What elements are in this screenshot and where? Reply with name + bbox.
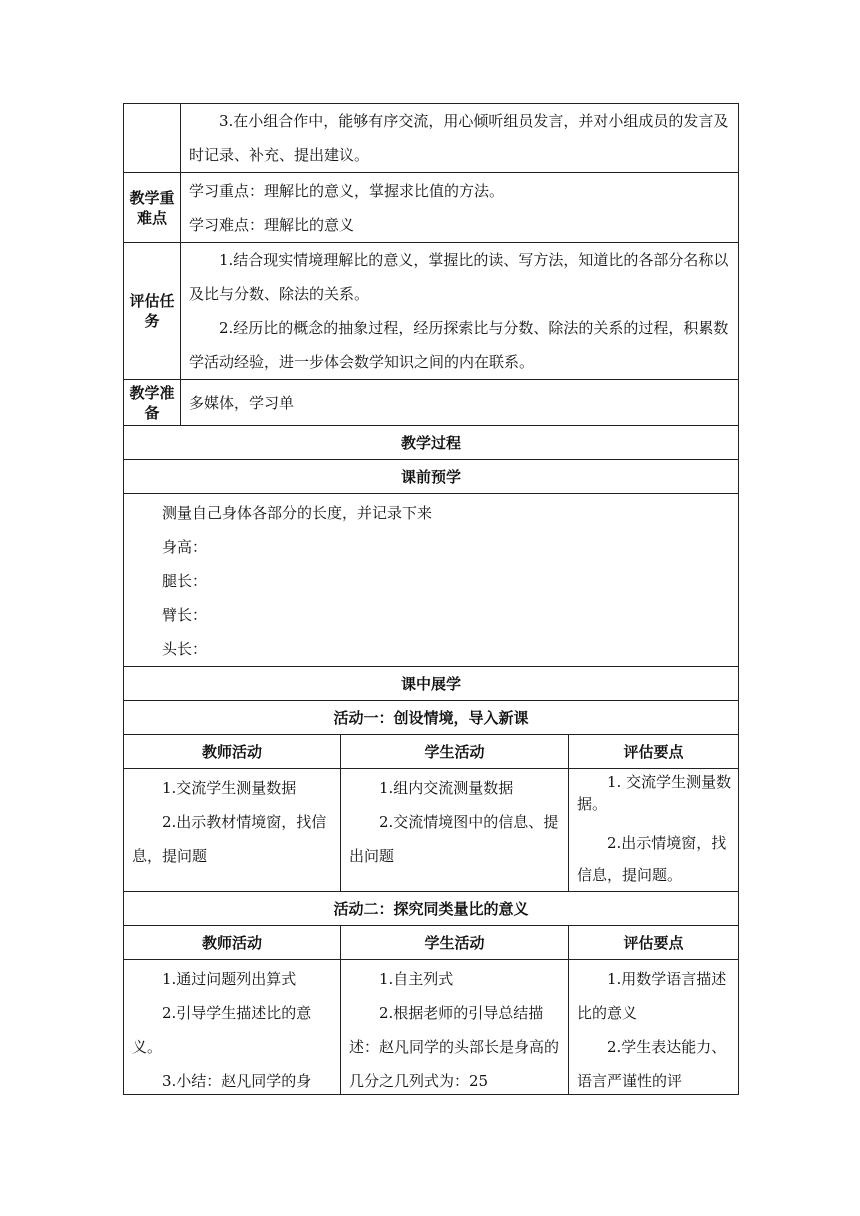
assessment-item-2: 2.经历比的概念的抽象过程，经历探索比与分数、除法的关系的过程，积累数学活动经验，进一步体会数学知识之间的内在联系。: [189, 319, 729, 371]
preview-height: 身高：: [162, 538, 208, 556]
key-points-row: [124, 173, 739, 243]
objective-row: [124, 104, 739, 173]
key-point-difficulty: 学习难点：理解比的意义: [189, 215, 355, 234]
preview-leg: 腿长：: [162, 572, 208, 590]
objective-label-cell: [124, 104, 181, 173]
preview-content: [124, 494, 739, 667]
teacher-activity-header: 教师活动: [124, 735, 341, 769]
activity1-title-row: [124, 701, 739, 735]
activity1-eval-cell: [569, 769, 739, 892]
lesson-plan-table: [123, 103, 739, 1095]
preview-row: [124, 494, 739, 667]
activity1-row: [124, 769, 739, 892]
preparation-label: 教学准备: [124, 380, 181, 426]
activity2-teacher-cell: [124, 960, 341, 1095]
in-class-title-row: [124, 667, 739, 701]
preparation-row: [124, 380, 739, 426]
preview-title: 课前预学: [124, 460, 739, 494]
activity2-student-cell: [341, 960, 569, 1095]
key-point-focus: 学习重点：理解比的意义，掌握求比值的方法。: [189, 181, 505, 200]
activity2-header-row: [124, 926, 739, 960]
objective-content: [181, 104, 739, 173]
eval-points-header: 评估要点: [569, 735, 739, 769]
process-title-row: [124, 426, 739, 460]
assessment-item-1: 1.结合现实情境理解比的意义，掌握比的读、写方法，知道比的各部分名称以及比与分数、除法的关系。: [189, 251, 729, 303]
activity1-student-item-2: 2.交流情境图中的信息、提出问题: [349, 813, 559, 865]
activity1-eval-item-2: 2.出示情境窗，找信息，提问题。: [577, 834, 727, 884]
activity1-student-item-1: 1.组内交流测量数据: [379, 779, 514, 797]
assessment-content: [181, 243, 739, 380]
activity1-teacher-cell: [124, 769, 341, 892]
activity2-student-item-2: 2.根据老师的引导总结描述：赵凡同学的头部长是身高的几分之几列式为：25: [349, 1004, 560, 1090]
preview-title-row: [124, 460, 739, 494]
activity1-teacher-item-1: 1.交流学生测量数据: [162, 779, 297, 797]
teacher-activity-header-2: 教师活动: [124, 926, 341, 960]
activity2-eval-item-2: 2.学生表达能力、语言严谨性的评: [577, 1038, 727, 1090]
activity1-title: 活动一：创设情境，导入新课: [124, 701, 739, 735]
activity2-title: 活动二：探究同类量比的意义: [124, 892, 739, 926]
activity2-student-item-1: 1.自主列式: [379, 970, 454, 988]
key-points-label: 教学重难点: [124, 173, 181, 243]
student-activity-header: 学生活动: [341, 735, 569, 769]
activity2-row: [124, 960, 739, 1095]
preparation-content: 多媒体，学习单: [181, 380, 739, 426]
activity2-teacher-item-3: 3.小结：赵凡同学的身: [162, 1072, 312, 1090]
assessment-label: 评估任务: [124, 243, 181, 380]
lesson-plan: [123, 103, 738, 1095]
assessment-row: [124, 243, 739, 380]
key-points-content: [181, 173, 739, 243]
activity1-student-cell: [341, 769, 569, 892]
objective-item-3: 3.在小组合作中，能够有序交流，用心倾听组员发言，并对小组成员的发言及时记录、补充、提出建议。: [189, 112, 729, 164]
activity1-teacher-item-2: 2.出示教材情境窗，找信息，提问题: [132, 813, 327, 865]
preview-head: 头长：: [162, 640, 208, 658]
in-class-title: 课中展学: [124, 667, 739, 701]
activity1-header-row: [124, 735, 739, 769]
activity1-eval-item-1: 1. 交流学生测量数据。: [577, 773, 732, 813]
eval-points-header-2: 评估要点: [569, 926, 739, 960]
preview-intro: 测量自己身体各部分的长度，并记录下来: [162, 504, 433, 522]
activity2-eval-cell: [569, 960, 739, 1095]
activity2-title-row: [124, 892, 739, 926]
activity2-teacher-item-1: 1.通过问题列出算式: [162, 970, 297, 988]
activity2-teacher-item-2: 2.引导学生描述比的意义。: [132, 1004, 312, 1056]
preview-arm: 臂长：: [162, 606, 208, 624]
student-activity-header-2: 学生活动: [341, 926, 569, 960]
activity2-eval-item-1: 1.用数学语言描述比的意义: [577, 970, 727, 1022]
process-title: 教学过程: [124, 426, 739, 460]
